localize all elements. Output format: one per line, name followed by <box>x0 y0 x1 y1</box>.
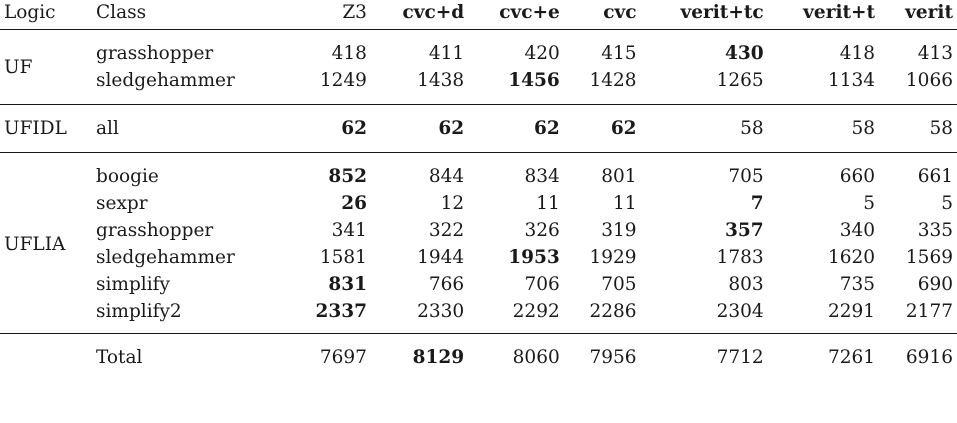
logic-cell-uflia: UFLIA <box>4 233 66 255</box>
value-cell: 326 <box>524 220 560 241</box>
value-cell: 420 <box>524 43 560 64</box>
value-cell: 1438 <box>417 70 465 91</box>
table-row <box>0 163 957 190</box>
total-cell: 7697 <box>319 347 367 368</box>
value-cell: 1929 <box>589 247 637 268</box>
value-cell: 2177 <box>905 301 953 322</box>
value-cell: 2304 <box>716 301 764 322</box>
value-cell: 1581 <box>319 247 367 268</box>
class-cell: simplify <box>96 274 170 295</box>
class-cell: sledgehammer <box>96 70 235 91</box>
value-cell: 1944 <box>417 247 465 268</box>
value-cell: 58 <box>929 118 953 139</box>
header-row <box>0 0 957 30</box>
value-cell: 705 <box>601 274 637 295</box>
total-cell: 7261 <box>827 347 876 368</box>
header-cvc-e: cvc+e <box>468 0 564 30</box>
value-cell: 322 <box>428 220 465 241</box>
value-cell: 1569 <box>905 247 953 268</box>
value-cell: 418 <box>839 43 876 64</box>
value-cell: 58 <box>851 118 876 139</box>
value-cell-best: 62 <box>610 118 637 139</box>
value-cell: 11 <box>613 193 637 214</box>
value-cell: 661 <box>917 166 953 187</box>
table-row <box>0 271 957 298</box>
table-row <box>0 115 957 142</box>
value-cell-best: 430 <box>725 43 764 64</box>
value-cell-best: 831 <box>328 274 367 295</box>
header-verit-t: verit+t <box>768 0 879 30</box>
value-cell: 341 <box>331 220 367 241</box>
value-cell: 834 <box>524 166 560 187</box>
header-cvc: cvc <box>564 0 641 30</box>
header-class: Class <box>92 0 288 30</box>
value-cell-best: 62 <box>534 118 560 139</box>
header-verit-tc: verit+tc <box>641 0 768 30</box>
value-cell: 335 <box>917 220 953 241</box>
value-cell-best: 2337 <box>315 301 367 322</box>
class-cell: simplify2 <box>96 301 182 322</box>
value-cell-best: 62 <box>341 118 367 139</box>
value-cell: 12 <box>440 193 465 214</box>
value-cell-best: 7 <box>750 193 764 214</box>
value-cell: 5 <box>863 193 876 214</box>
class-cell: sexpr <box>96 193 148 214</box>
value-cell: 1783 <box>716 247 764 268</box>
header-z3: Z3 <box>288 0 371 30</box>
value-cell: 660 <box>839 166 876 187</box>
value-cell: 1265 <box>716 70 764 91</box>
value-cell: 801 <box>601 166 637 187</box>
value-cell: 415 <box>601 43 637 64</box>
header-verit: verit <box>879 0 957 30</box>
value-cell: 844 <box>428 166 465 187</box>
value-cell: 11 <box>536 193 560 214</box>
value-cell: 803 <box>728 274 764 295</box>
logic-cell-uf: UF <box>4 56 33 78</box>
value-cell: 413 <box>917 43 953 64</box>
total-cell: 7712 <box>716 347 764 368</box>
value-cell: 58 <box>740 118 764 139</box>
value-cell: 411 <box>428 43 465 64</box>
value-cell: 690 <box>917 274 953 295</box>
class-cell: sledgehammer <box>96 247 235 268</box>
total-label: Total <box>96 347 143 368</box>
table-row <box>0 190 957 217</box>
value-cell: 735 <box>839 274 876 295</box>
total-cell: 8060 <box>512 347 560 368</box>
value-cell: 2330 <box>417 301 465 322</box>
class-cell: all <box>96 118 119 139</box>
total-cell: 7956 <box>589 347 637 368</box>
total-cell: 6916 <box>905 347 953 368</box>
total-row <box>0 344 957 371</box>
class-cell: boogie <box>96 166 159 187</box>
table-row <box>0 40 957 67</box>
value-cell: 1428 <box>589 70 637 91</box>
value-cell: 2286 <box>589 301 637 322</box>
value-cell: 1249 <box>319 70 367 91</box>
value-cell: 1134 <box>827 70 876 91</box>
table-row <box>0 67 957 94</box>
value-cell-best: 357 <box>725 220 764 241</box>
value-cell: 5 <box>941 193 953 214</box>
value-cell: 340 <box>839 220 876 241</box>
value-cell: 1620 <box>827 247 876 268</box>
class-cell: grasshopper <box>96 43 214 64</box>
value-cell-best: 1456 <box>508 70 560 91</box>
value-cell: 766 <box>428 274 465 295</box>
header-cvc-d: cvc+d <box>371 0 468 30</box>
header-logic: Logic <box>0 0 92 30</box>
value-cell: 418 <box>331 43 367 64</box>
value-cell-best: 852 <box>328 166 367 187</box>
table-row <box>0 244 957 271</box>
value-cell-best: 1953 <box>508 247 560 268</box>
value-cell: 319 <box>601 220 637 241</box>
class-cell: grasshopper <box>96 220 214 241</box>
value-cell-best: 62 <box>438 118 465 139</box>
value-cell: 705 <box>728 166 764 187</box>
table-row <box>0 217 957 244</box>
total-cell-best: 8129 <box>412 347 465 368</box>
value-cell: 706 <box>524 274 560 295</box>
value-cell: 2291 <box>827 301 876 322</box>
table-row <box>0 298 957 325</box>
logic-cell-ufidl: UFIDL <box>4 118 67 139</box>
value-cell: 1066 <box>905 70 953 91</box>
value-cell-best: 26 <box>341 193 367 214</box>
value-cell: 2292 <box>512 301 560 322</box>
